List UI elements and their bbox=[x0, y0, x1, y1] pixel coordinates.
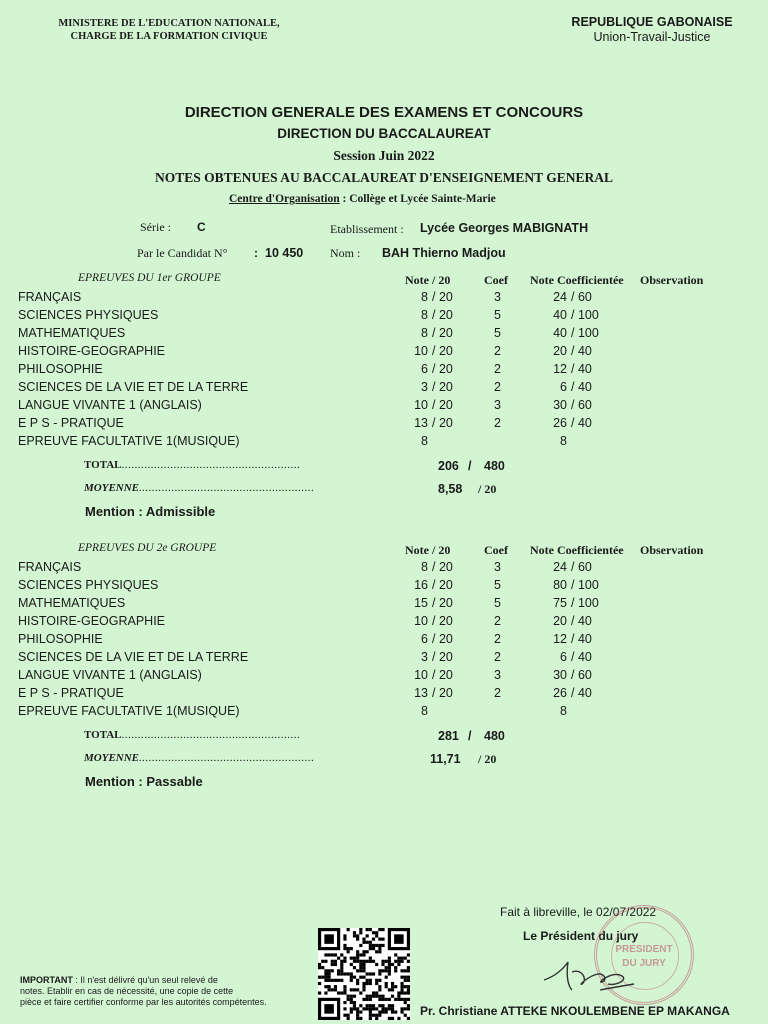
group2-total-label: TOTAL....................................................... bbox=[84, 729, 301, 741]
group2-mention: Mention : Passable bbox=[85, 774, 203, 789]
group1-subject-cell: EPREUVE FACULTATIVE 1(MUSIQUE) bbox=[18, 434, 240, 448]
group2-subject-cell: E P S - PRATIQUE bbox=[18, 686, 124, 700]
group1-coef-cell: 3 bbox=[494, 398, 501, 412]
group2-note-cell: 8 bbox=[421, 704, 428, 718]
group2-subject-cell: EPREUVE FACULTATIVE 1(MUSIQUE) bbox=[18, 704, 240, 718]
group2-coef-cell: 2 bbox=[494, 686, 501, 700]
group1-note-max-cell: / 20 bbox=[432, 308, 453, 322]
group2-note-cell: 8 bbox=[421, 560, 428, 574]
group1-note-cell: 8 bbox=[421, 434, 428, 448]
group1-mention: Mention : Admissible bbox=[85, 504, 216, 519]
group2-note-cell: 13 bbox=[414, 686, 428, 700]
signature bbox=[538, 950, 648, 996]
group2-total-max: 480 bbox=[484, 729, 505, 743]
group1-coef-cell: 5 bbox=[494, 308, 501, 322]
group2-weighted-cell: 80 bbox=[553, 578, 567, 592]
group1-weighted-cell: 8 bbox=[560, 434, 567, 448]
group1-weighted-max-cell: / 100 bbox=[571, 326, 599, 340]
group2-note-max-cell: / 20 bbox=[432, 650, 453, 664]
group1-col-observation: Observation bbox=[640, 273, 704, 287]
group1-note-max-cell: / 20 bbox=[432, 416, 453, 430]
group2-weighted-cell: 24 bbox=[553, 560, 567, 574]
group1-coef-cell: 2 bbox=[494, 416, 501, 430]
group2-weighted-cell: 6 bbox=[560, 650, 567, 664]
group1-weighted-cell: 30 bbox=[553, 398, 567, 412]
group2-weighted-max-cell: / 40 bbox=[571, 632, 592, 646]
group1-weighted-cell: 24 bbox=[553, 290, 567, 304]
group1-total-sep: / bbox=[468, 459, 472, 473]
republic-header bbox=[552, 15, 752, 45]
president-name: Pr. Christiane ATTEKE NKOULEMBENE EP MAKANGA bbox=[420, 1004, 730, 1018]
centre-organisation bbox=[229, 193, 496, 205]
group1-weighted-cell: 20 bbox=[553, 344, 567, 358]
group1-coef-cell: 5 bbox=[494, 326, 501, 340]
group1-moyenne-label: MOYENNE...................................................... bbox=[84, 482, 315, 494]
group1-subject-cell: MATHEMATIQUES bbox=[18, 326, 126, 340]
group2-moyenne-max: / 20 bbox=[478, 752, 497, 766]
group2-col-note-coef: Note Coefficientée bbox=[530, 543, 624, 557]
group2-subject-cell: HISTOIRE-GEOGRAPHIE bbox=[18, 614, 166, 628]
group1-coef-cell: 2 bbox=[494, 362, 501, 376]
group2-weighted-cell: 30 bbox=[553, 668, 567, 682]
ministry-line1: MINISTERE DE L'EDUCATION NATIONALE, bbox=[58, 18, 280, 29]
etablissement-value: Lycée Georges MABIGNATH bbox=[420, 221, 589, 235]
republic-motto: Union-Travail-Justice bbox=[593, 30, 711, 44]
group1-weighted-cell: 6 bbox=[560, 380, 567, 394]
group2-coef-cell: 5 bbox=[494, 578, 501, 592]
group2-subject-cell: LANGUE VIVANTE 1 (ANGLAIS) bbox=[18, 668, 202, 682]
group2-note-max-cell: / 20 bbox=[432, 578, 453, 592]
group2-coef-cell: 2 bbox=[494, 650, 501, 664]
group2-weighted-max-cell: / 40 bbox=[571, 650, 592, 664]
group2-col-observation: Observation bbox=[640, 543, 704, 557]
group2-note-max-cell: / 20 bbox=[432, 668, 453, 682]
numero-value: 10 450 bbox=[265, 246, 304, 260]
official-stamp: PRESIDENT DU JURY bbox=[594, 905, 694, 1005]
centre-label: Centre d'Organisation bbox=[229, 193, 340, 205]
group2-total-sep: / bbox=[468, 729, 472, 743]
group2-coef-cell: 2 bbox=[494, 632, 501, 646]
serie-value: C bbox=[197, 220, 206, 234]
group2-note-cell: 10 bbox=[414, 614, 428, 628]
group1-subject-cell: SCIENCES DE LA VIE ET DE LA TERRE bbox=[18, 380, 249, 394]
group2-col-coef: Coef bbox=[484, 543, 508, 557]
group2-subject-cell: SCIENCES PHYSIQUES bbox=[18, 578, 159, 592]
group2-note-max-cell: / 20 bbox=[432, 560, 453, 574]
group1-note-cell: 8 bbox=[421, 290, 428, 304]
group1-weighted-cell: 40 bbox=[553, 326, 567, 340]
group1-subject-cell: LANGUE VIVANTE 1 (ANGLAIS) bbox=[18, 398, 202, 412]
nom-value: BAH Thierno Madjou bbox=[382, 246, 506, 260]
group2-weighted-max-cell: / 40 bbox=[571, 686, 592, 700]
group1-subject-cell: E P S - PRATIQUE bbox=[18, 416, 124, 430]
group1-weighted-cell: 12 bbox=[553, 362, 567, 376]
notes-title: NOTES OBTENUES AU BACCALAUREAT D'ENSEIGNEMENT GENERAL bbox=[155, 170, 613, 185]
group1-note-max-cell: / 20 bbox=[432, 344, 453, 358]
group1-note-cell: 8 bbox=[421, 308, 428, 322]
important-note: IMPORTANT : Il n'est délivré qu'un seul relevé de notes. Etablir en cas de nécessité, une copie de cette pièce et faire certifier conforme par les autorités compétentes. bbox=[20, 975, 267, 1007]
ministry-line2: CHARGE DE LA FORMATION CIVIQUE bbox=[70, 31, 268, 42]
group1-note-cell: 10 bbox=[414, 398, 428, 412]
group2-total-value: 281 bbox=[438, 729, 459, 743]
group2-coef-cell: 5 bbox=[494, 596, 501, 610]
group2-note-cell: 10 bbox=[414, 668, 428, 682]
republic-name: REPUBLIQUE GABONAISE bbox=[571, 15, 733, 29]
group1-weighted-max-cell: / 40 bbox=[571, 380, 592, 394]
group1-subject-cell: SCIENCES PHYSIQUES bbox=[18, 308, 159, 322]
group1-moyenne-value: 8,58 bbox=[438, 482, 463, 496]
group1-weighted-cell: 40 bbox=[553, 308, 567, 322]
group2-note-max-cell: / 20 bbox=[432, 596, 453, 610]
group1-weighted-max-cell: / 40 bbox=[571, 362, 592, 376]
group2-note-cell: 3 bbox=[421, 650, 428, 664]
group2-weighted-max-cell: / 100 bbox=[571, 578, 599, 592]
group1-weighted-max-cell: / 60 bbox=[571, 290, 592, 304]
group2-weighted-max-cell: / 60 bbox=[571, 668, 592, 682]
group2-note-max-cell: / 20 bbox=[432, 632, 453, 646]
group2-subject-cell: MATHEMATIQUES bbox=[18, 596, 126, 610]
group2-note-max-cell: / 20 bbox=[432, 686, 453, 700]
numero-colon: : bbox=[254, 246, 258, 260]
group1-coef-cell: 3 bbox=[494, 290, 501, 304]
group2-coef-cell: 2 bbox=[494, 614, 501, 628]
group1-subject-cell: FRANÇAIS bbox=[18, 290, 82, 304]
group2-coef-cell: 3 bbox=[494, 560, 501, 574]
group1-col-note: Note / 20 bbox=[405, 273, 451, 287]
group1-note-max-cell: / 20 bbox=[432, 290, 453, 304]
president-label: Le Président du jury bbox=[523, 929, 639, 943]
nom-label: Nom : bbox=[330, 246, 361, 260]
group1-weighted-max-cell: / 40 bbox=[571, 344, 592, 358]
group1-note-cell: 13 bbox=[414, 416, 428, 430]
session-label: Session Juin 2022 bbox=[333, 148, 435, 163]
group1-col-note-coef: Note Coefficientée bbox=[530, 273, 624, 287]
group2-weighted-cell: 20 bbox=[553, 614, 567, 628]
group1-total-max: 480 bbox=[484, 459, 505, 473]
group1-total-value: 206 bbox=[438, 459, 459, 473]
group2-col-note: Note / 20 bbox=[405, 543, 451, 557]
group1-note-max-cell: / 20 bbox=[432, 398, 453, 412]
group1-title: EPREUVES DU 1er GROUPE bbox=[78, 272, 221, 284]
group1-note-max-cell: / 20 bbox=[432, 362, 453, 376]
group1-note-cell: 6 bbox=[421, 362, 428, 376]
group2-note-cell: 16 bbox=[414, 578, 428, 592]
group2-weighted-cell: 8 bbox=[560, 704, 567, 718]
group2-moyenne-value: 11,71 bbox=[430, 752, 461, 766]
group1-weighted-cell: 26 bbox=[553, 416, 567, 430]
ministry-header bbox=[30, 17, 308, 43]
group2-note-max-cell: / 20 bbox=[432, 614, 453, 628]
serie-label: Série : bbox=[140, 220, 171, 234]
group2-title: EPREUVES DU 2e GROUPE bbox=[78, 542, 217, 554]
group2-weighted-max-cell: / 60 bbox=[571, 560, 592, 574]
group2-weighted-cell: 12 bbox=[553, 632, 567, 646]
title-direction-generale: DIRECTION GENERALE DES EXAMENS ET CONCOURS bbox=[184, 104, 584, 121]
group1-coef-cell: 2 bbox=[494, 344, 501, 358]
group1-subject-cell: PHILOSOPHIE bbox=[18, 362, 103, 376]
title-direction-bac: DIRECTION DU BACCALAUREAT bbox=[277, 126, 491, 141]
group1-note-max-cell: / 20 bbox=[432, 380, 453, 394]
group1-moyenne-max: / 20 bbox=[478, 482, 497, 496]
numero-label: Par le Candidat N° bbox=[137, 246, 228, 260]
group1-weighted-max-cell: / 40 bbox=[571, 416, 592, 430]
group1-note-max-cell: / 20 bbox=[432, 326, 453, 340]
group2-weighted-cell: 26 bbox=[553, 686, 567, 700]
group2-weighted-max-cell: / 100 bbox=[571, 596, 599, 610]
group2-coef-cell: 3 bbox=[494, 668, 501, 682]
group1-note-cell: 8 bbox=[421, 326, 428, 340]
group1-note-cell: 3 bbox=[421, 380, 428, 394]
group2-subject-cell: SCIENCES DE LA VIE ET DE LA TERRE bbox=[18, 650, 249, 664]
group2-subject-cell: FRANÇAIS bbox=[18, 560, 82, 574]
group1-coef-cell: 2 bbox=[494, 380, 501, 394]
qr-code bbox=[318, 928, 410, 1020]
group2-moyenne-label: MOYENNE...................................................... bbox=[84, 752, 315, 764]
group1-subject-cell: HISTOIRE-GEOGRAPHIE bbox=[18, 344, 166, 358]
centre-value: : Collège et Lycée Sainte-Marie bbox=[339, 193, 496, 205]
group2-note-cell: 6 bbox=[421, 632, 428, 646]
group1-weighted-max-cell: / 100 bbox=[571, 308, 599, 322]
group2-note-cell: 15 bbox=[414, 596, 428, 610]
group1-total-label: TOTAL....................................................... bbox=[84, 459, 301, 471]
group2-subject-cell: PHILOSOPHIE bbox=[18, 632, 103, 646]
group1-note-cell: 10 bbox=[414, 344, 428, 358]
group1-weighted-max-cell: / 60 bbox=[571, 398, 592, 412]
group2-weighted-max-cell: / 40 bbox=[571, 614, 592, 628]
group2-weighted-cell: 75 bbox=[553, 596, 567, 610]
group1-col-coef: Coef bbox=[484, 273, 508, 287]
place-date: Fait à libreville, le 02/07/2022 bbox=[500, 905, 657, 919]
etablissement-label: Etablissement : bbox=[330, 222, 404, 236]
important-label: IMPORTANT bbox=[20, 975, 73, 985]
